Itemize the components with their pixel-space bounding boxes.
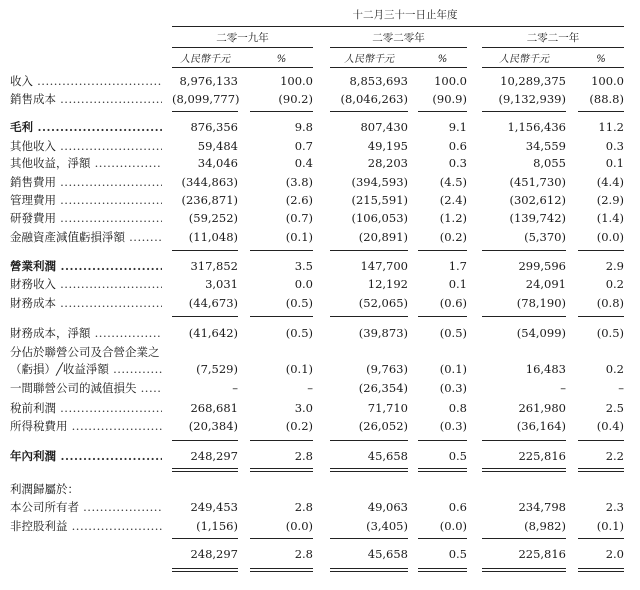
- amount-cell: (5,370): [524, 230, 566, 244]
- percent-cell: (0.5): [285, 296, 313, 310]
- single-rule: [172, 250, 238, 251]
- percent-cell: 0.5: [448, 547, 467, 561]
- row-label: 收入 .....: [10, 74, 162, 88]
- amount-cell: 268,681: [190, 401, 238, 415]
- double-rule: [418, 468, 467, 469]
- amount-cell: 1,156,436: [507, 120, 566, 134]
- amount-cell: (11,048): [188, 230, 238, 244]
- double-rule: [330, 471, 408, 472]
- single-rule: [418, 250, 467, 251]
- amount-cell: 3,031: [205, 277, 238, 291]
- row-label: 銷售成本 .....: [10, 92, 162, 106]
- pct-label-2021: %: [596, 54, 606, 65]
- row-label: 毛利 .....: [10, 120, 162, 134]
- single-rule: [578, 111, 624, 112]
- single-rule: [482, 111, 566, 112]
- double-rule: [578, 471, 624, 472]
- percent-cell: –: [618, 381, 624, 395]
- amount-cell: (139,742): [509, 211, 566, 225]
- row-label: 分佔於聯營公司及合營企業之: [10, 345, 160, 359]
- row-label: 營業利潤 .....: [10, 259, 162, 273]
- double-rule: [172, 571, 238, 572]
- percent-cell: (0.1): [439, 362, 467, 376]
- row-label: 其他收入 .....: [10, 139, 162, 153]
- percent-cell: (0.0): [439, 519, 467, 533]
- double-rule: [482, 471, 566, 472]
- percent-cell: 2.2: [605, 449, 624, 463]
- double-rule: [418, 471, 467, 472]
- percent-cell: 0.1: [448, 277, 467, 291]
- row-label: 財務成本，淨額 .....: [10, 326, 162, 340]
- amount-cell: (1,156): [196, 519, 238, 533]
- amount-cell: 16,483: [525, 362, 566, 376]
- amount-cell: (20,891): [358, 230, 408, 244]
- percent-cell: 2.0: [605, 547, 624, 561]
- year-heading-2019: 二零一九年: [216, 32, 269, 44]
- percent-cell: 0.3: [448, 156, 467, 170]
- amount-cell: (302,612): [509, 193, 566, 207]
- double-rule: [330, 568, 408, 569]
- row-label: 所得稅費用 .....: [10, 419, 162, 433]
- percent-cell: (0.4): [596, 419, 624, 433]
- percent-cell: (2.9): [596, 193, 624, 207]
- percent-cell: 2.8: [294, 449, 313, 463]
- amount-cell: 317,852: [190, 259, 238, 273]
- pct-label-2019: %: [276, 54, 287, 65]
- percent-cell: (90.2): [278, 92, 313, 106]
- row-label: 年內利潤 .....: [10, 449, 162, 463]
- amount-cell: (8,099,777): [172, 92, 240, 106]
- amount-cell: (8,046,263): [340, 92, 408, 106]
- amount-cell: (36,164): [516, 419, 566, 433]
- amount-cell: 299,596: [518, 259, 566, 273]
- single-rule: [482, 250, 566, 251]
- percent-cell: –: [307, 381, 313, 395]
- percent-cell: (0.6): [439, 296, 467, 310]
- amount-cell: (451,730): [509, 175, 566, 189]
- single-rule: [578, 250, 624, 251]
- row-label: 銷售費用 .....: [10, 175, 162, 189]
- single-rule: [250, 538, 313, 539]
- row-label: 研發費用 .....: [10, 211, 162, 225]
- row-label: 一間聯營公司的減值損失 .....: [10, 381, 162, 395]
- period-underline: [172, 26, 624, 27]
- amount-cell: (20,384): [188, 419, 238, 433]
- single-rule: [250, 111, 313, 112]
- row-label: 利潤歸屬於：: [10, 482, 79, 496]
- double-rule: [250, 471, 313, 472]
- percent-cell: 100.0: [591, 74, 624, 88]
- amount-cell: 45,658: [367, 547, 408, 561]
- amount-cell: 807,430: [360, 120, 408, 134]
- percent-cell: 3.5: [294, 259, 313, 273]
- percent-cell: (0.2): [439, 230, 467, 244]
- amount-cell: –: [560, 381, 566, 395]
- amount-cell: 225,816: [518, 547, 566, 561]
- row-label: 稅前利潤 .....: [10, 401, 162, 415]
- row-label: 本公司所有者 .....: [10, 500, 162, 514]
- single-rule: [330, 250, 408, 251]
- double-rule: [482, 571, 566, 572]
- period-heading: 十二月三十一日止年度: [352, 9, 458, 21]
- amount-cell: (9,132,939): [498, 92, 566, 106]
- single-rule: [418, 538, 467, 539]
- double-rule: [172, 471, 238, 472]
- percent-cell: (0.2): [285, 419, 313, 433]
- amount-cell: 248,297: [190, 449, 238, 463]
- pct-label-2020: %: [437, 54, 448, 65]
- amount-cell: (52,065): [358, 296, 408, 310]
- amount-cell: 261,980: [518, 401, 566, 415]
- amount-cell: 34,046: [197, 156, 238, 170]
- amount-cell: (215,591): [351, 193, 408, 207]
- amount-cell: (7,529): [196, 362, 238, 376]
- percent-cell: 0.2: [605, 362, 624, 376]
- amount-cell: 8,853,693: [349, 74, 408, 88]
- percent-cell: 2.8: [294, 547, 313, 561]
- single-rule: [250, 440, 313, 441]
- amount-cell: (344,863): [181, 175, 238, 189]
- single-rule: [250, 250, 313, 251]
- row-label: 管理費用 .....: [10, 193, 162, 207]
- row-label: 金融資產減值虧損淨額 .....: [10, 230, 162, 244]
- row-label: 財務成本 .....: [10, 296, 162, 310]
- amount-cell: (78,190): [516, 296, 566, 310]
- amount-cell: (8,982): [524, 519, 566, 533]
- single-rule: [482, 440, 566, 441]
- double-rule: [578, 568, 624, 569]
- double-rule: [578, 571, 624, 572]
- single-rule: [578, 316, 624, 317]
- percent-cell: (1.4): [596, 211, 624, 225]
- percent-cell: 11.2: [598, 120, 624, 134]
- amount-cell: 49,195: [367, 139, 408, 153]
- amount-cell: 8,055: [533, 156, 566, 170]
- amount-cell: (236,871): [181, 193, 238, 207]
- percent-cell: 2.5: [605, 401, 624, 415]
- single-rule: [482, 538, 566, 539]
- double-rule: [330, 571, 408, 572]
- amount-cell: (44,673): [188, 296, 238, 310]
- amount-cell: –: [232, 381, 238, 395]
- single-rule: [482, 316, 566, 317]
- percent-cell: 0.2: [605, 277, 624, 291]
- percent-cell: (0.1): [285, 362, 313, 376]
- year-underline-2019: [172, 47, 313, 48]
- percent-cell: (0.5): [439, 326, 467, 340]
- percent-cell: (1.2): [439, 211, 467, 225]
- percent-cell: (0.1): [596, 519, 624, 533]
- amount-cell: 147,700: [360, 259, 408, 273]
- percent-cell: 2.3: [605, 500, 624, 514]
- single-rule: [172, 316, 238, 317]
- percent-cell: (0.1): [285, 230, 313, 244]
- percent-cell: (2.6): [285, 193, 313, 207]
- amount-cell: 49,063: [367, 500, 408, 514]
- unit-label-2019: 人民幣千元: [180, 54, 230, 65]
- unit-label-2020: 人民幣千元: [344, 54, 394, 65]
- percent-cell: (0.5): [285, 326, 313, 340]
- percent-cell: (0.7): [285, 211, 313, 225]
- percent-cell: (0.8): [596, 296, 624, 310]
- double-rule: [418, 571, 467, 572]
- percent-cell: 2.9: [605, 259, 624, 273]
- amount-cell: 34,559: [525, 139, 566, 153]
- percent-cell: 1.7: [448, 259, 467, 273]
- subhead-underline-2021: [482, 67, 624, 68]
- row-label: 其他收益，淨額 .....: [10, 156, 162, 170]
- year-heading-2021: 二零二一年: [526, 32, 580, 44]
- single-rule: [250, 316, 313, 317]
- percent-cell: 0.3: [605, 139, 624, 153]
- single-rule: [330, 111, 408, 112]
- row-label: 財務收入 .....: [10, 277, 162, 291]
- percent-cell: (0.0): [596, 230, 624, 244]
- double-rule: [172, 568, 238, 569]
- percent-cell: 0.4: [294, 156, 313, 170]
- amount-cell: 24,091: [525, 277, 566, 291]
- percent-cell: 0.6: [448, 500, 467, 514]
- amount-cell: (106,053): [351, 211, 408, 225]
- single-rule: [578, 440, 624, 441]
- amount-cell: 45,658: [367, 449, 408, 463]
- amount-cell: (394,593): [351, 175, 408, 189]
- percent-cell: (90.9): [432, 92, 467, 106]
- double-rule: [482, 468, 566, 469]
- amount-cell: (9,763): [366, 362, 408, 376]
- percent-cell: 100.0: [280, 74, 313, 88]
- percent-cell: (3.8): [285, 175, 313, 189]
- amount-cell: 71,710: [367, 401, 408, 415]
- amount-cell: (54,099): [516, 326, 566, 340]
- year-underline-2020: [330, 47, 467, 48]
- row-label: （虧損）╱收益淨額 .....: [10, 362, 162, 376]
- double-rule: [482, 568, 566, 569]
- year-heading-2020: 二零二零年: [372, 32, 425, 44]
- single-rule: [418, 440, 467, 441]
- percent-cell: (88.8): [589, 92, 624, 106]
- amount-cell: (59,252): [188, 211, 238, 225]
- single-rule: [330, 440, 408, 441]
- double-rule: [418, 568, 467, 569]
- amount-cell: (3,405): [366, 519, 408, 533]
- percent-cell: 9.8: [294, 120, 313, 134]
- amount-cell: 225,816: [518, 449, 566, 463]
- percent-cell: 0.6: [448, 139, 467, 153]
- double-rule: [330, 468, 408, 469]
- percent-cell: (0.5): [596, 326, 624, 340]
- amount-cell: 249,453: [190, 500, 238, 514]
- percent-cell: 0.8: [448, 401, 467, 415]
- single-rule: [330, 316, 408, 317]
- subhead-underline-2019: [172, 67, 313, 68]
- percent-cell: (0.3): [439, 381, 467, 395]
- amount-cell: (26,354): [358, 381, 408, 395]
- amount-cell: 248,297: [190, 547, 238, 561]
- percent-cell: 0.1: [605, 156, 624, 170]
- subhead-underline-2020: [330, 67, 467, 68]
- unit-label-2021: 人民幣千元: [499, 54, 549, 65]
- amount-cell: 8,976,133: [179, 74, 238, 88]
- row-label: 非控股利益 .....: [10, 519, 162, 533]
- double-rule: [172, 468, 238, 469]
- percent-cell: 0.0: [294, 277, 313, 291]
- percent-cell: (0.3): [439, 419, 467, 433]
- amount-cell: 234,798: [518, 500, 566, 514]
- percent-cell: (4.5): [439, 175, 467, 189]
- double-rule: [250, 568, 313, 569]
- percent-cell: 0.7: [294, 139, 313, 153]
- percent-cell: 3.0: [294, 401, 313, 415]
- single-rule: [330, 538, 408, 539]
- percent-cell: (0.0): [285, 519, 313, 533]
- amount-cell: 876,356: [190, 120, 238, 134]
- amount-cell: 59,484: [197, 139, 238, 153]
- double-rule: [578, 468, 624, 469]
- percent-cell: 100.0: [434, 74, 467, 88]
- single-rule: [172, 111, 238, 112]
- single-rule: [172, 440, 238, 441]
- percent-cell: (4.4): [596, 175, 624, 189]
- double-rule: [250, 468, 313, 469]
- amount-cell: (39,873): [358, 326, 408, 340]
- amount-cell: 10,289,375: [500, 74, 566, 88]
- percent-cell: 2.8: [294, 500, 313, 514]
- single-rule: [418, 111, 467, 112]
- amount-cell: 28,203: [367, 156, 408, 170]
- amount-cell: 12,192: [367, 277, 408, 291]
- double-rule: [250, 571, 313, 572]
- percent-cell: 9.1: [448, 120, 467, 134]
- amount-cell: (41,642): [188, 326, 238, 340]
- single-rule: [172, 538, 238, 539]
- single-rule: [418, 316, 467, 317]
- percent-cell: (2.4): [439, 193, 467, 207]
- percent-cell: 0.5: [448, 449, 467, 463]
- year-underline-2021: [482, 47, 624, 48]
- single-rule: [578, 538, 624, 539]
- amount-cell: (26,052): [358, 419, 408, 433]
